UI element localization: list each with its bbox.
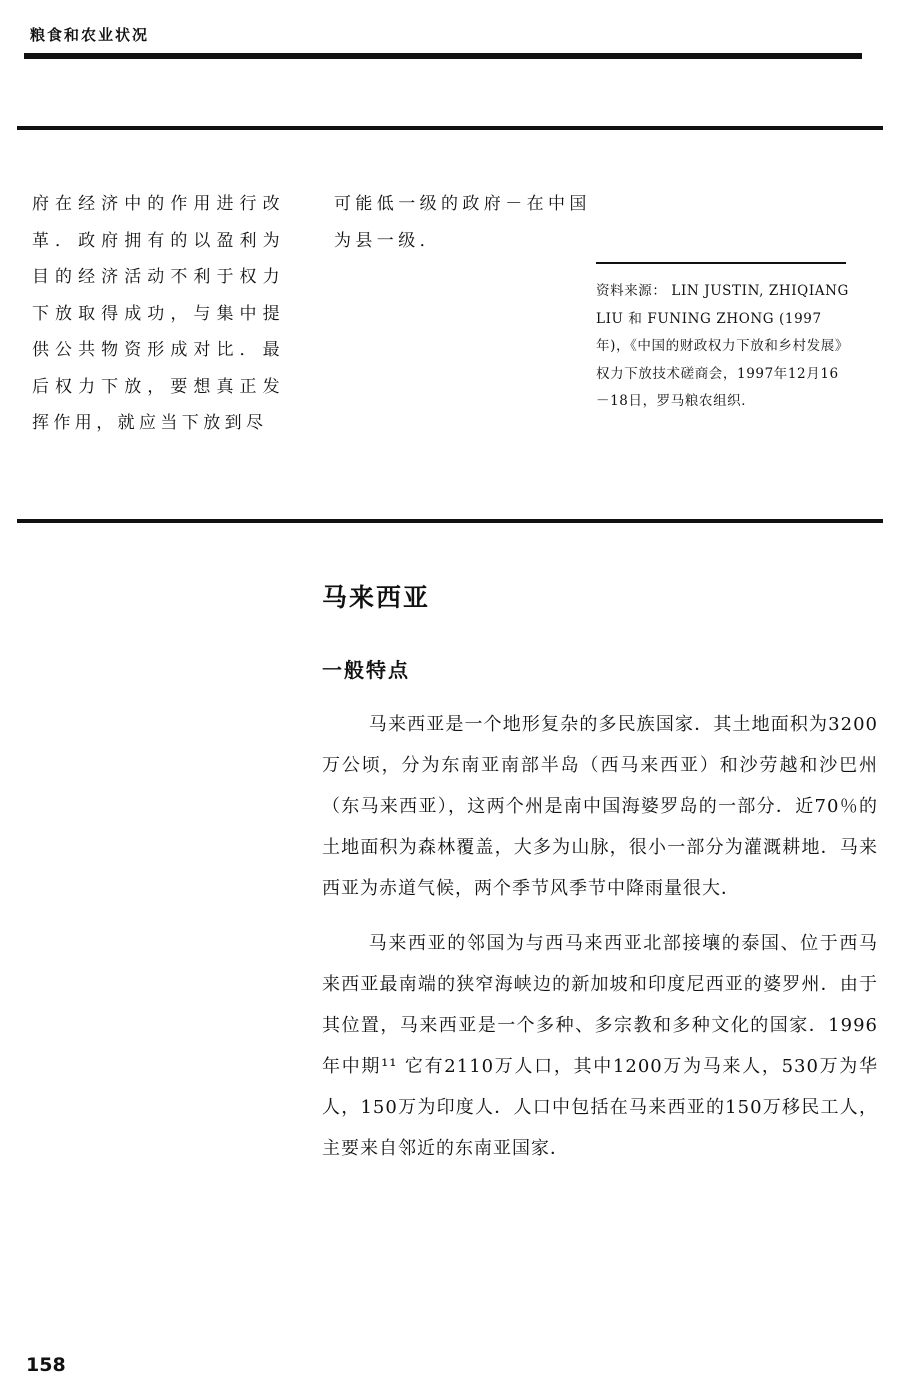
page-number: 158	[26, 1354, 66, 1376]
box-top-rule	[17, 126, 883, 130]
body-paragraph: 马来西亚的邻国为与西马来西亚北部接壤的泰国、位于西马来西亚最南端的狭窄海峡边的新加坡和印度尼西亚的婆罗州．由于其位置，马来西亚是一个多种、多宗教和多种文化的国家．1996年中期¹¹ 它有2110万人口，其中1200万为马来人，530万为华人，150万为印度人．人口中包括在马来西亚的150万移民工人，主要来自邻近的东南亚国家．	[322, 933, 878, 1159]
box-text-left-column: 府在经济中的作用进行改革．政府拥有的以盈利为目的经济活动不利于权力下放取得成功，与集中提供公共物资形成对比．最后权力下放，要想真正发挥作用，就应当下放到尽	[32, 194, 284, 433]
box-bottom-rule	[17, 519, 883, 523]
box-text-middle-column: 可能低一级的政府－在中国为县一级．	[334, 194, 591, 251]
body-text	[322, 704, 878, 1183]
body-paragraph: 马来西亚是一个地形复杂的多民族国家．其土地面积为3200万公顷，分为东南亚南部半岛（西马来西亚）和沙劳越和沙巴州（东马来西亚），这两个州是南中国海婆罗岛的一部分．近70％的土地面积为森林覆盖，大多为山脉，很小一部分为灌溉耕地．马来西亚为赤道气候，两个季节风季节中降雨量很大．	[322, 714, 878, 899]
section-title: 马来西亚	[322, 583, 431, 612]
source-divider	[596, 262, 846, 264]
subsection-title: 一般特点	[322, 658, 410, 682]
header-rule	[24, 53, 862, 59]
source-citation: 资料来源： LIN JUSTIN, ZHIQIANG LIU 和 FUNING ZHONG (1997年)，《中国的财政权力下放和乡村发展》权力下放技术磋商会，1997年12月16－18日，罗马粮农组织．	[596, 283, 849, 409]
running-header: 粮食和农业状况	[30, 26, 150, 44]
